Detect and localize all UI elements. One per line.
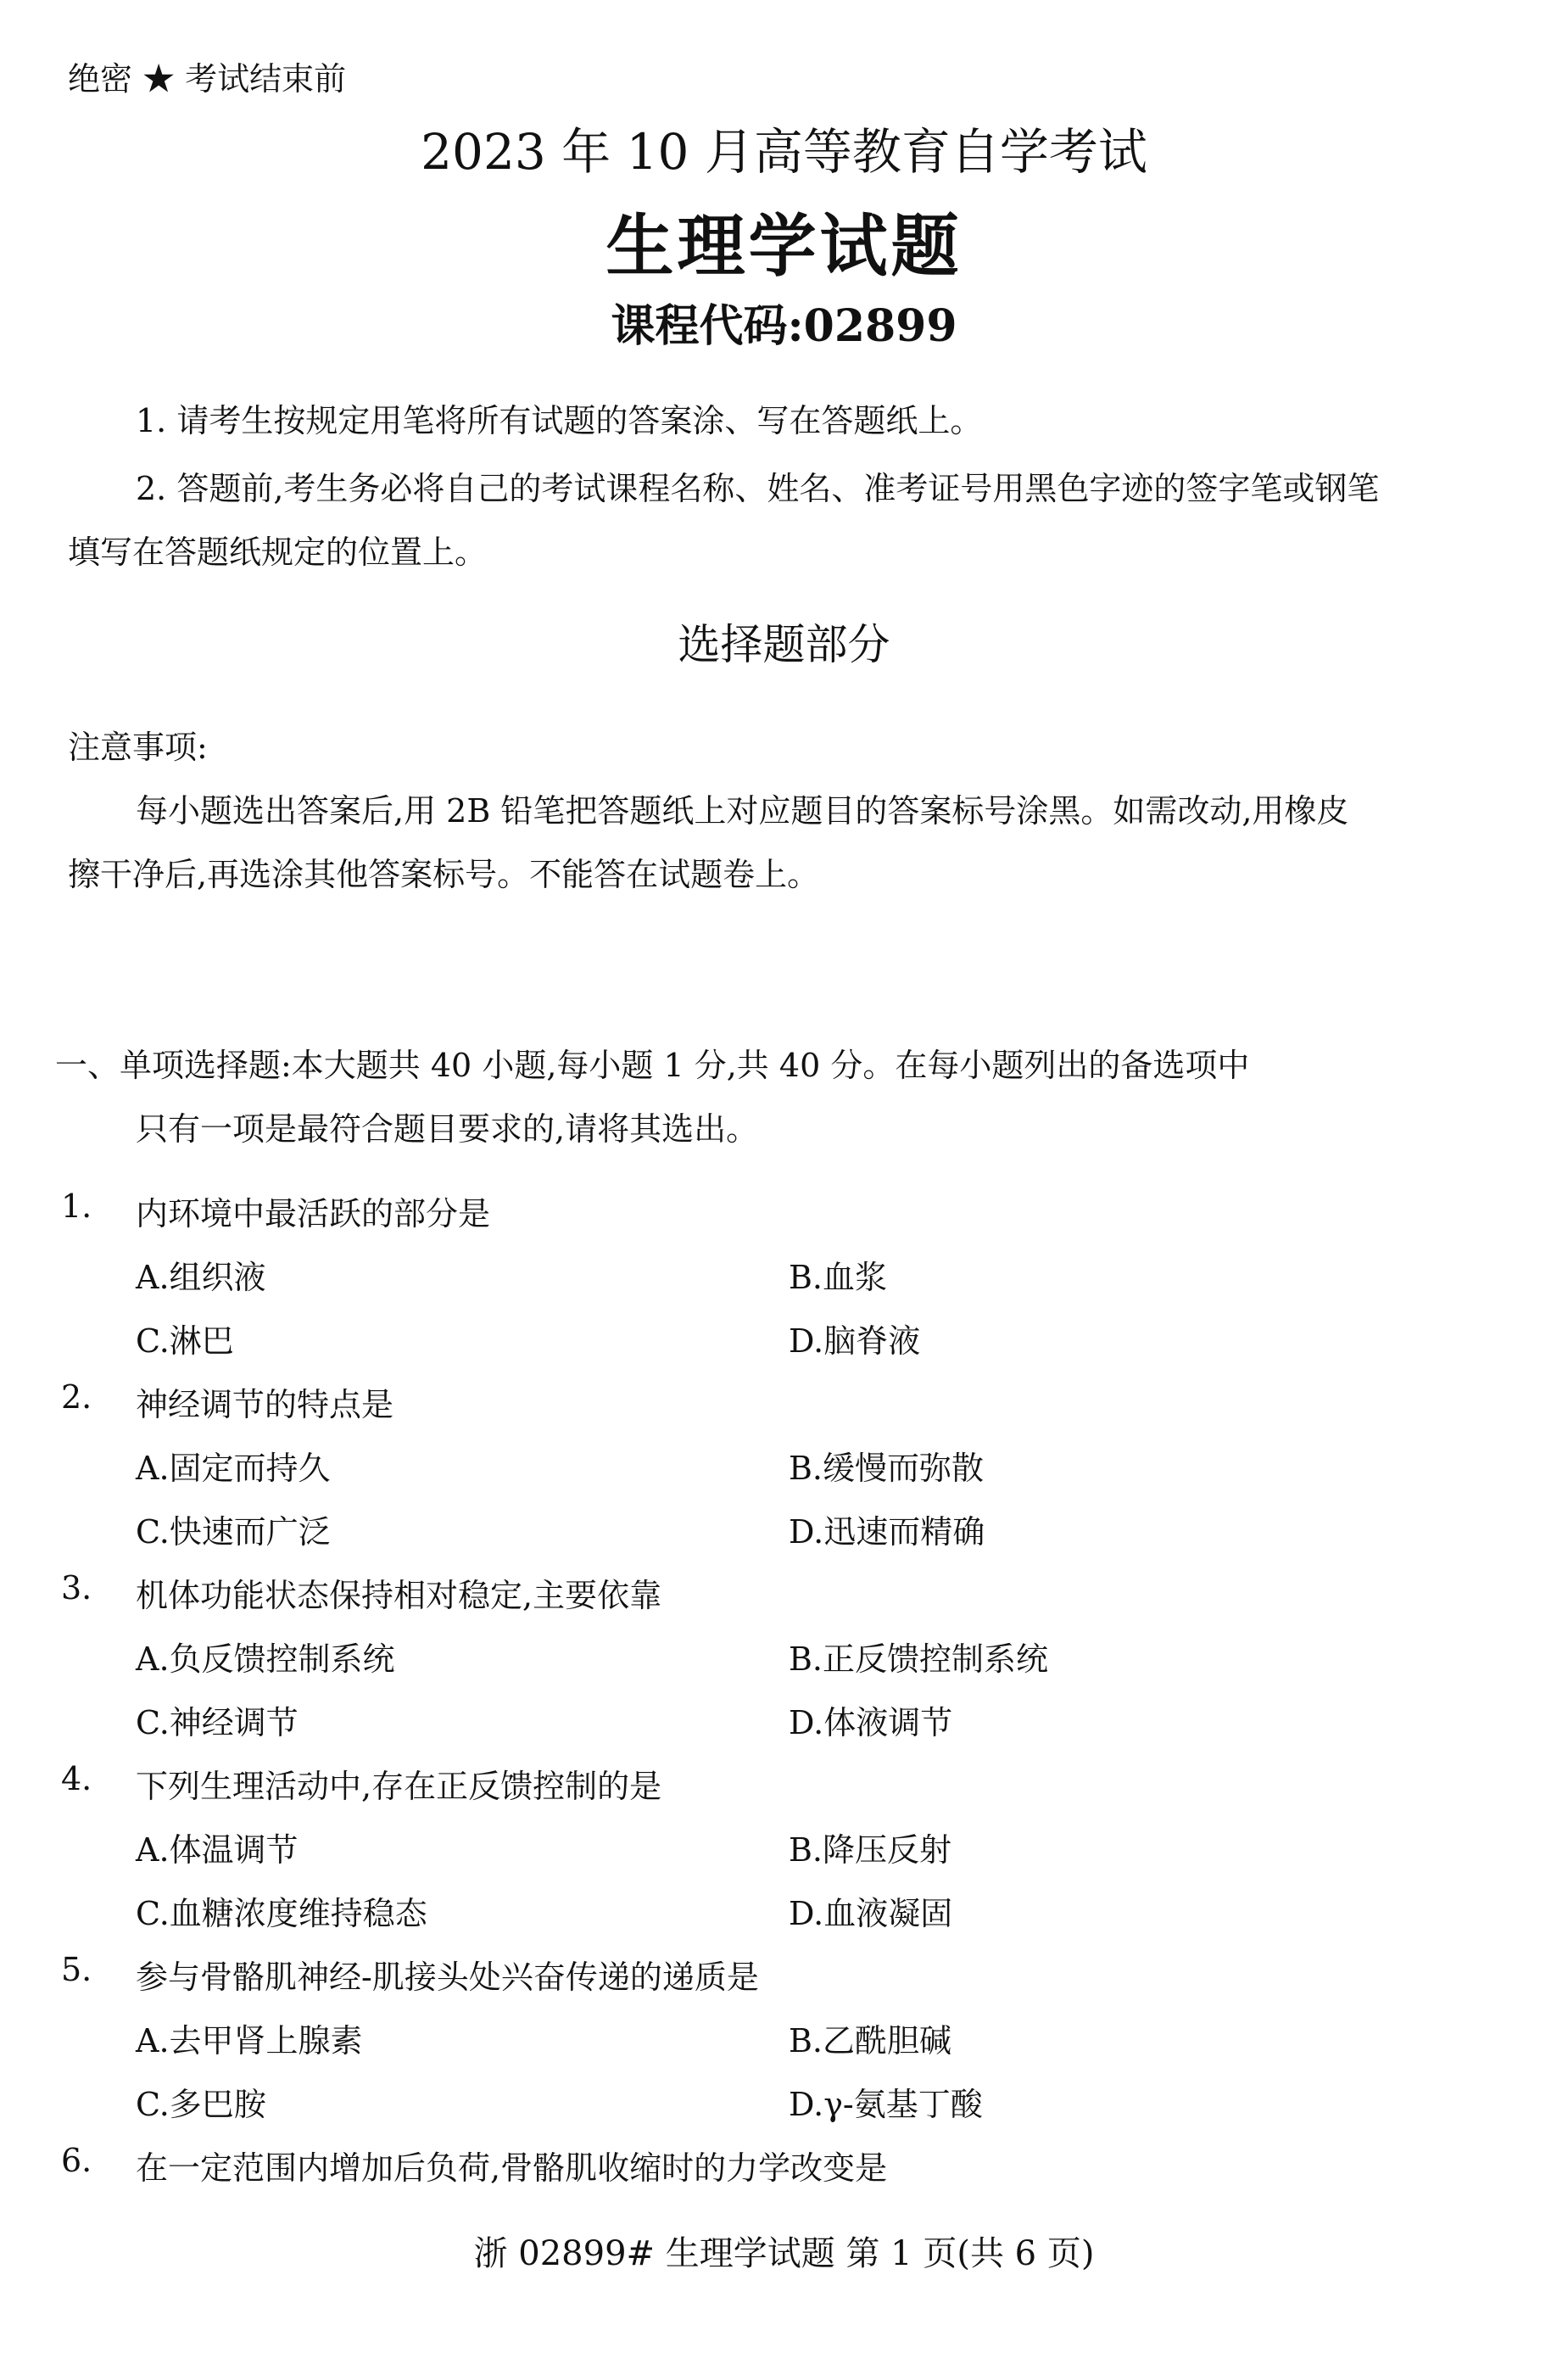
question-text: 神经调节的特点是 — [136, 1386, 394, 1423]
notes-heading: 注意事项: — [68, 729, 208, 766]
course-code: 课程代码:02899 — [611, 300, 957, 352]
option-c: C.多巴胺 — [136, 2086, 266, 2123]
question-text: 下列生理活动中,存在正反馈控制的是 — [136, 1768, 662, 1805]
option-c: C.快速而广泛 — [136, 1513, 331, 1551]
option-d: D.体液调节 — [789, 1704, 953, 1741]
option-a: A.组织液 — [136, 1259, 266, 1296]
option-c: C.淋巴 — [136, 1322, 234, 1360]
option-c: C.血糖浓度维持稳态 — [136, 1895, 427, 1932]
option-d: D.脑脊液 — [789, 1322, 921, 1360]
question-number: 1. — [61, 1188, 92, 1225]
question-number: 4. — [61, 1760, 92, 1797]
exam-title: 2023 年 10 月高等教育自学考试 — [421, 123, 1147, 181]
option-b: B.乙酰胆碱 — [789, 2022, 952, 2059]
question-number: 6. — [61, 2142, 92, 2179]
part-one-line-2: 只有一项是最符合题目要求的,请将其选出。 — [136, 1110, 759, 1148]
option-b: B.降压反射 — [789, 1831, 952, 1869]
question-number: 3. — [61, 1569, 92, 1607]
option-a: A.固定而持久 — [136, 1450, 331, 1487]
option-b: B.血浆 — [789, 1259, 888, 1296]
notes-line-2: 擦干净后,再选涂其他答案标号。不能答在试题卷上。 — [68, 856, 820, 893]
question-text: 内环境中最活跃的部分是 — [136, 1195, 491, 1232]
question-text: 参与骨骼肌神经-肌接头处兴奋传递的递质是 — [136, 1959, 759, 1996]
option-a: A.体温调节 — [136, 1831, 299, 1869]
instruction-2-cont: 填写在答题纸规定的位置上。 — [68, 534, 488, 571]
notes-line-1: 每小题选出答案后,用 2B 铅笔把答题纸上对应题目的答案标号涂黑。如需改动,用橡皮 — [136, 792, 1349, 830]
secret-label: 绝密 ★ 考试结束前 — [68, 60, 347, 98]
page-footer: 浙 02899# 生理学试题 第 1 页(共 6 页) — [473, 2234, 1095, 2273]
question-text: 在一定范围内增加后负荷,骨骼肌收缩时的力学改变是 — [136, 2149, 888, 2187]
instruction-1: 1. 请考生按规定用笔将所有试题的答案涂、写在答题纸上。 — [136, 402, 983, 439]
option-b: B.正反馈控制系统 — [789, 1640, 1049, 1678]
instruction-2: 2. 答题前,考生务必将自己的考试课程名称、姓名、准考证号用黑色字迹的签字笔或钢笔 — [136, 470, 1380, 507]
section-title: 选择题部分 — [678, 620, 890, 669]
option-d: D.γ-氨基丁酸 — [789, 2086, 983, 2123]
option-d: D.迅速而精确 — [789, 1513, 985, 1551]
part-one-line-1: 一、单项选择题:本大题共 40 小题,每小题 1 分,共 40 分。在每小题列出的备选项中 — [55, 1047, 1250, 1084]
option-d: D.血液凝固 — [789, 1895, 953, 1932]
option-c: C.神经调节 — [136, 1704, 299, 1741]
option-b: B.缓慢而弥散 — [789, 1450, 985, 1487]
question-text: 机体功能状态保持相对稳定,主要依靠 — [136, 1577, 662, 1614]
subject-title: 生理学试题 — [605, 206, 963, 286]
question-number: 2. — [61, 1378, 92, 1416]
option-a: A.负反馈控制系统 — [136, 1640, 395, 1678]
option-a: A.去甲肾上腺素 — [136, 2022, 363, 2059]
question-number: 5. — [61, 1951, 92, 1988]
